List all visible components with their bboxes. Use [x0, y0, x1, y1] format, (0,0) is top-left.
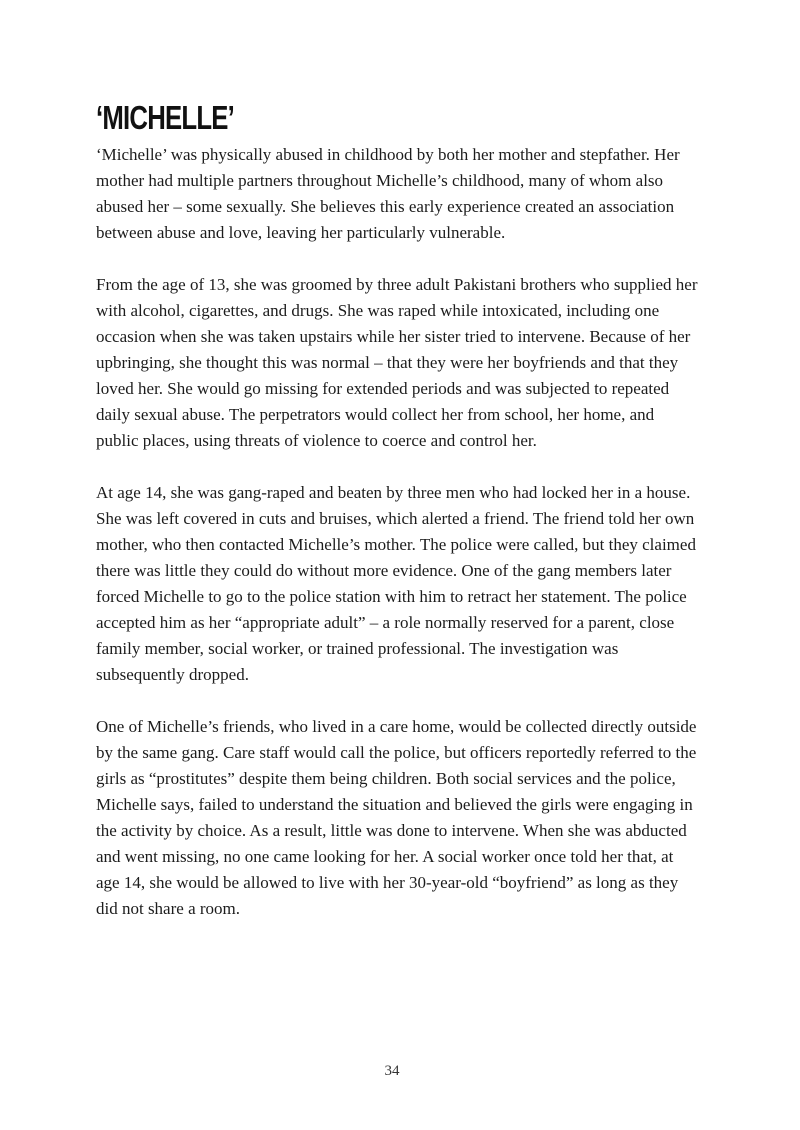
paragraph: From the age of 13, she was groomed by three adult Pakistani brothers who supplied her with alcohol, cigarettes, and drugs. She was raped while intoxicated, including one occasion when she was taken upstairs while her sister tried to intervene. Because of her upbringing, she thought this was normal – that they were her boyfriends and that they loved her. She would go missing for extended periods and was subjected to repeated daily sexual abuse. The perpetrators would collect her from school, her home, and public places, using threats of violence to coerce and control her.: [96, 275, 698, 450]
section-title: ‘MICHELLE’: [96, 99, 235, 136]
body-text: [96, 142, 698, 948]
paragraph: ‘Michelle’ was physically abused in childhood by both her mother and stepfather. Her mother had multiple partners throughout Michelle’s childhood, many of whom also abused her – some sexually. She believes this early experience created an association between abuse and love, leaving her particularly vulnerable.: [96, 145, 680, 242]
paragraph: One of Michelle’s friends, who lived in a care home, would be collected directly outside by the same gang. Care staff would call the police, but officers reportedly referred to the girls as “prostitutes” despite them being children. Both social services and the police, Michelle says, failed to understand the situation and believed the girls were engaging in the activity by choice. As a result, little was done to intervene. When she was abducted and went missing, no one came looking for her. A social worker once told her that, at age 14, she would be allowed to live with her 30-year-old “boyfriend” as long as they did not share a room.: [96, 717, 697, 918]
page-number: 34: [384, 1063, 400, 1079]
paragraph: At age 14, she was gang-raped and beaten by three men who had locked her in a house. She was left covered in cuts and bruises, which alerted a friend. The friend told her own mother, who then contacted Michelle’s mother. The police were called, but they claimed there was little they could do without more evidence. One of the gang members later forced Michelle to go to the police station with him to retract her statement. The police accepted him as her “appropriate adult” – a role normally reserved for a parent, close family member, social worker, or trained professional. The investigation was subsequently dropped.: [96, 483, 696, 684]
